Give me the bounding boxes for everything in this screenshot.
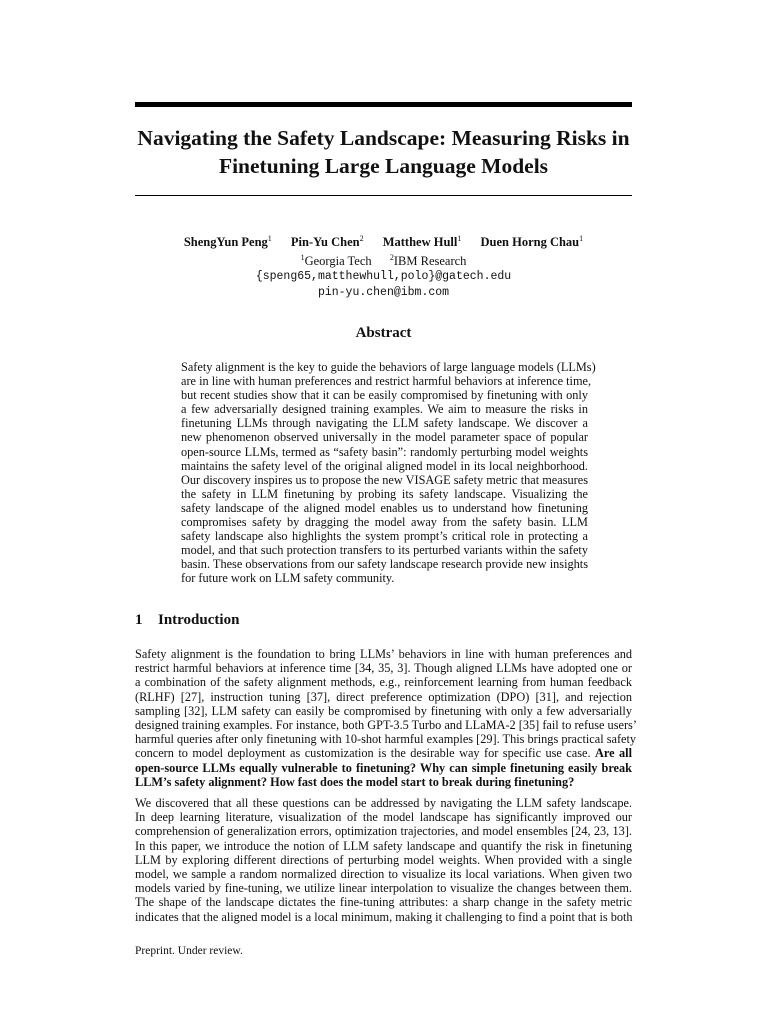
abstract-line: compromises safety by dragging the model away from the safety basin. LLM xyxy=(181,515,588,530)
section-title: Introduction xyxy=(158,612,240,628)
body-line: indicates that the aligned model is a local minimum, making it challenging to find a point that is both xyxy=(135,909,633,924)
abstract-body xyxy=(181,360,596,586)
author-email: pin-yu.chen@ibm.com xyxy=(317,286,450,299)
body-line: restrict harmful behaviors at inference time [34, 35, 3]. Though aligned LLMs have adopted one or xyxy=(135,661,632,676)
body-line: a combination of the safety alignment methods, e.g., reinforcement learning from human feedback xyxy=(135,675,632,690)
author-affiliation-mark: 2 xyxy=(359,234,364,243)
author-name: ShengYun Peng xyxy=(183,235,268,249)
affiliation-name: Georgia Tech xyxy=(304,254,372,268)
author-names xyxy=(135,231,632,250)
body-line: In this paper, we introduce the notion of LLM safety landscape and quantify the risk in finetuning xyxy=(135,838,632,853)
abstract-line: Our discovery inspires us to propose the new VISAGE safety metric that measures xyxy=(181,472,588,487)
abstract-heading: Abstract xyxy=(355,325,412,341)
abstract-line: open-source LLMs, termed as “safety basin”: randomly perturbing model weights xyxy=(181,444,588,459)
abstract-line: a few adversarially designed training examples. We aim to measure the risks in xyxy=(181,402,588,417)
author-name: Matthew Hull xyxy=(382,235,458,249)
abstract-line: Safety alignment is the key to guide the behaviors of large language models (LLMs) xyxy=(181,360,596,374)
bold-question-start: Are all xyxy=(595,746,632,761)
affiliations xyxy=(135,250,632,269)
author-block xyxy=(135,231,632,301)
affiliation-name: IBM Research xyxy=(393,254,467,268)
abstract-line: finetuning LLMs through navigating the LLM safety landscape. We discover a xyxy=(181,416,588,431)
author-name: Pin-Yu Chen xyxy=(290,235,360,249)
abstract-line: safety landscape also highlights the system prompt’s critical role in protecting a xyxy=(181,529,588,544)
abstract-line: safety landscape of the aligned model enables us to understand how finetuning xyxy=(181,500,588,515)
abstract-line: model, and that such protection transfers to its perturbed variants within the safety xyxy=(181,543,588,558)
abstract-line: the safety in LLM finetuning by probing its safety landscape. Visualizing the xyxy=(181,486,588,501)
title-line: Navigating the Safety Landscape: Measuring Risks in xyxy=(137,126,630,150)
section-number: 1 xyxy=(135,612,143,628)
abstract-line: are in line with human preferences and restrict harmful behaviors at inference time, xyxy=(181,374,592,389)
body-line: sampling [32], LLM safety can easily be compromised by finetuning with only a few adversarially xyxy=(135,703,632,718)
body-line: In deep learning literature, visualization of the model landscape has significantly improved our xyxy=(135,810,632,825)
abstract-line: new phenomenon observed universally in the model parameter space of popular xyxy=(181,430,588,445)
body-text: concern to model deployment as customization is the desirable way for specific use case. xyxy=(135,746,591,761)
bold-question-line: LLM’s safety alignment? How fast does the model start to break during finetuning? xyxy=(135,774,575,789)
abstract-line: maintains the safety level of the original aligned model in its local neighborhood. xyxy=(181,458,588,473)
body-line: We discovered that all these questions can be addressed by navigating the LLM safety landscape. xyxy=(135,796,632,810)
body-line-with-bold xyxy=(135,746,632,760)
author-affiliation-mark: 1 xyxy=(457,234,462,243)
body-line: models varied by fine-tuning, we utilize linear interpolation to visualize the changes between them. xyxy=(135,881,632,896)
affiliation-number: 2 xyxy=(389,253,394,262)
paper-title xyxy=(135,124,632,180)
body-line: (RLHF) [27], instruction tuning [37], direct preference optimization (DPO) [31], and rejection xyxy=(135,689,632,704)
author-affiliation-mark: 1 xyxy=(267,234,272,243)
intro-paragraph-1 xyxy=(135,647,637,789)
abstract-line: but recent studies show that it can be easily compromised by finetuning with only xyxy=(181,388,588,403)
body-line: designed training examples. For instance, both GPT-3.5 Turbo and LLaMA-2 [35] fail to refuse users’ xyxy=(135,718,637,733)
author-affiliation-mark: 1 xyxy=(579,234,584,243)
preprint-footer: Preprint. Under review. xyxy=(135,945,243,957)
body-line: The shape of the landscape dictates the fine-tuning attributes: a sharp change in the safety metric xyxy=(135,895,632,910)
abstract-line: basin. These observations from our safety landscape research provide new insights xyxy=(181,557,588,572)
body-line: LLM by exploring different directions of perturbing model weights. When provided with a single xyxy=(135,852,632,867)
title-bottom-rule xyxy=(135,195,632,196)
author-email: {speng65,matthewhull,polo}@gatech.edu xyxy=(255,270,512,283)
section-heading xyxy=(135,612,239,629)
body-line: harmful queries after only finetuning with 10-shot harmful examples [29]. This brings practical safety xyxy=(135,732,637,747)
affiliation-number: 1 xyxy=(300,253,305,262)
title-line: Finetuning Large Language Models xyxy=(218,154,549,178)
body-line: Safety alignment is the foundation to bring LLMs’ behaviors in line with human preferences and xyxy=(135,647,632,661)
body-line: model, we sample a random normalized direction to visualize its local variations. When given two xyxy=(135,867,632,882)
title-top-rule xyxy=(135,102,632,107)
abstract-line: for future work on LLM safety community. xyxy=(181,571,395,586)
author-name: Duen Horng Chau xyxy=(480,235,580,249)
bold-question-line: open-source LLMs equally vulnerable to finetuning? Why can simple finetuning easily break xyxy=(135,760,632,775)
body-line: comprehension of generalization errors, optimization trajectories, and model ensembles [24, 23, 13]. xyxy=(135,824,632,839)
intro-paragraph-2 xyxy=(135,796,632,924)
